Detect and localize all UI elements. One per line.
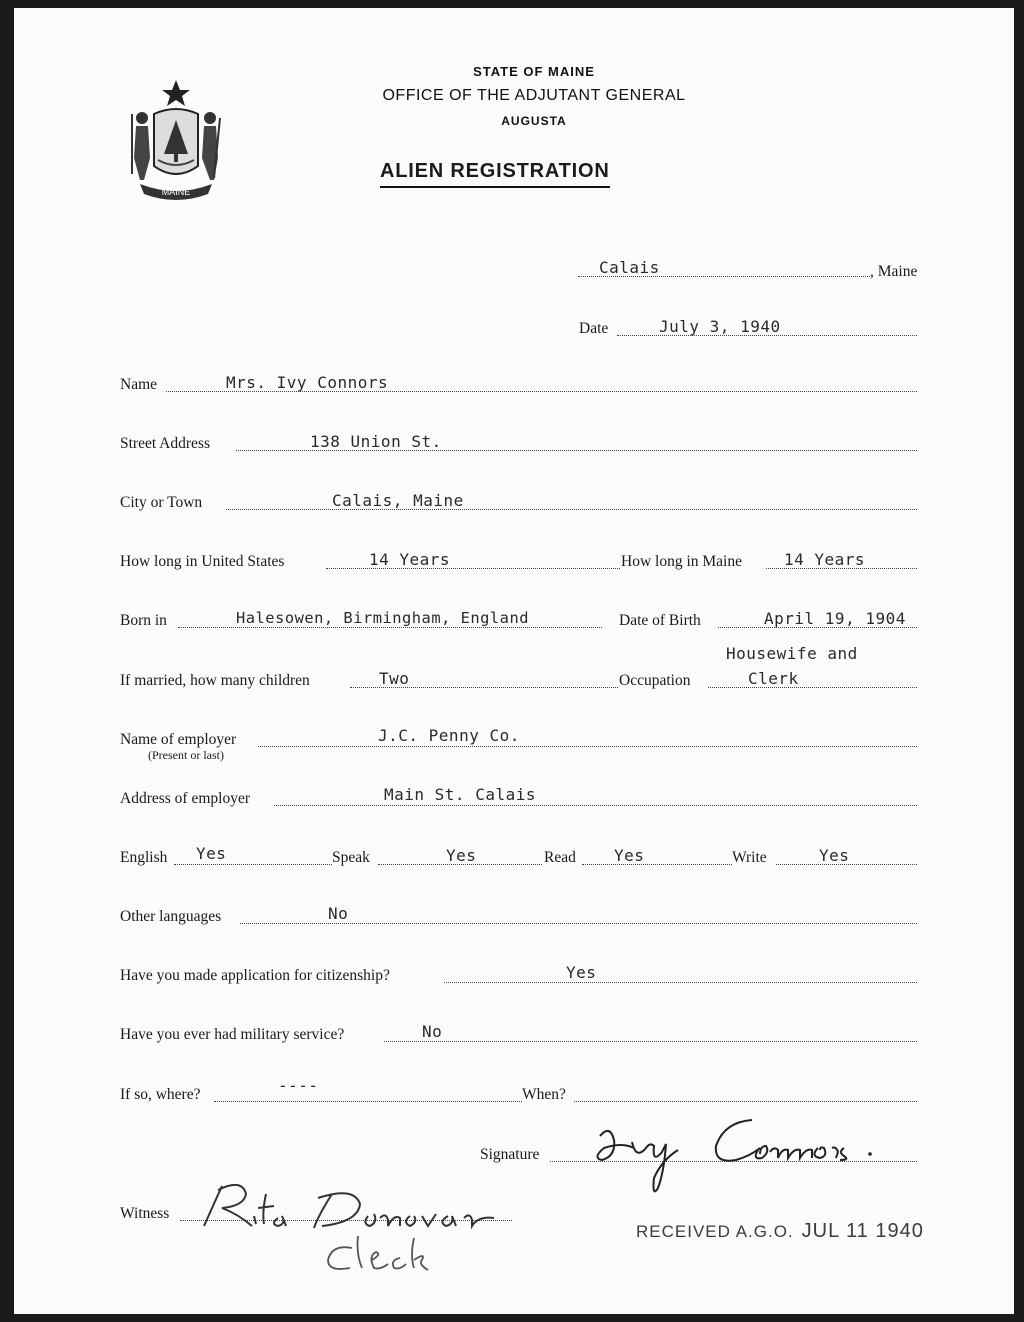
employer-address-line xyxy=(274,805,917,806)
where-value: ---- xyxy=(278,1076,319,1095)
place-value: Calais xyxy=(599,258,660,277)
place-suffix-label: , Maine xyxy=(870,263,918,280)
received-stamp-text: RECEIVED A.G.O. xyxy=(636,1222,794,1241)
employer-note: (Present or last) xyxy=(148,748,224,762)
received-stamp-date: JUL 11 1940 xyxy=(801,1220,924,1242)
seal-banner-text: MAINE xyxy=(161,187,191,197)
military-label: Have you ever had military service? xyxy=(120,1026,345,1043)
occupation-value-line2: Clerk xyxy=(748,669,799,688)
other-languages-value: No xyxy=(328,904,349,923)
occupation-line xyxy=(708,687,917,688)
date-label: Date xyxy=(579,320,609,337)
form-title: ALIEN REGISTRATION xyxy=(380,160,610,188)
when-label: When? xyxy=(522,1086,566,1103)
city-label: City or Town xyxy=(120,494,203,511)
city-heading: AUGUSTA xyxy=(501,114,567,128)
military-line xyxy=(384,1041,917,1042)
how-long-maine-label: How long in Maine xyxy=(621,553,742,570)
registration-form-page xyxy=(14,8,1014,1314)
speak-value: Yes xyxy=(446,846,477,865)
born-in-line xyxy=(178,627,602,628)
english-line xyxy=(174,864,332,865)
children-label: If married, how many children xyxy=(120,672,310,689)
write-value: Yes xyxy=(819,846,850,865)
date-of-birth-label: Date of Birth xyxy=(619,612,701,629)
other-languages-label: Other languages xyxy=(120,908,222,925)
signature-label: Signature xyxy=(480,1146,540,1163)
if-so-where-label: If so, where? xyxy=(120,1086,201,1103)
english-value: Yes xyxy=(196,844,227,863)
other-languages-line xyxy=(240,923,917,924)
occupation-label: Occupation xyxy=(619,672,691,689)
speak-label: Speak xyxy=(332,849,370,866)
read-value: Yes xyxy=(614,846,645,865)
street-address-value: 138 Union St. xyxy=(310,432,442,451)
where-line xyxy=(214,1101,522,1102)
applicant-signature xyxy=(574,1102,894,1196)
street-address-label: Street Address xyxy=(120,435,210,452)
date-of-birth-value: April 19, 1904 xyxy=(764,609,906,628)
employer-line xyxy=(258,746,917,747)
read-line xyxy=(582,864,732,865)
date-value: July 3, 1940 xyxy=(659,317,781,336)
received-stamp xyxy=(636,1220,924,1243)
military-value: No xyxy=(422,1022,443,1041)
citizenship-label: Have you made application for citizenship? xyxy=(120,967,390,984)
office-heading: OFFICE OF THE ADJUTANT GENERAL xyxy=(382,87,686,104)
born-in-value: Halesowen, Birmingham, England xyxy=(236,609,529,627)
state-heading: STATE OF MAINE xyxy=(473,64,595,79)
write-label: Write xyxy=(732,849,767,866)
city-line xyxy=(226,509,917,510)
employer-label: Name of employer xyxy=(120,731,237,748)
employer-address-label: Address of employer xyxy=(120,790,250,807)
employer-address-value: Main St. Calais xyxy=(384,785,536,804)
born-in-label: Born in xyxy=(120,612,167,629)
name-value: Mrs. Ivy Connors xyxy=(226,373,389,392)
how-long-maine-value: 14 Years xyxy=(784,550,866,569)
witness-signature xyxy=(182,1168,512,1278)
english-label: English xyxy=(120,849,168,866)
children-value: Two xyxy=(379,669,410,688)
how-long-us-value: 14 Years xyxy=(369,550,451,569)
name-label: Name xyxy=(120,376,158,393)
employer-value: J.C. Penny Co. xyxy=(378,726,520,745)
read-label: Read xyxy=(544,849,576,866)
witness-label: Witness xyxy=(120,1205,170,1222)
citizenship-value: Yes xyxy=(566,963,597,982)
citizenship-line xyxy=(444,982,917,983)
how-long-us-label: How long in United States xyxy=(120,553,285,570)
city-value: Calais, Maine xyxy=(332,491,464,510)
occupation-value-line1: Housewife and xyxy=(726,644,858,663)
